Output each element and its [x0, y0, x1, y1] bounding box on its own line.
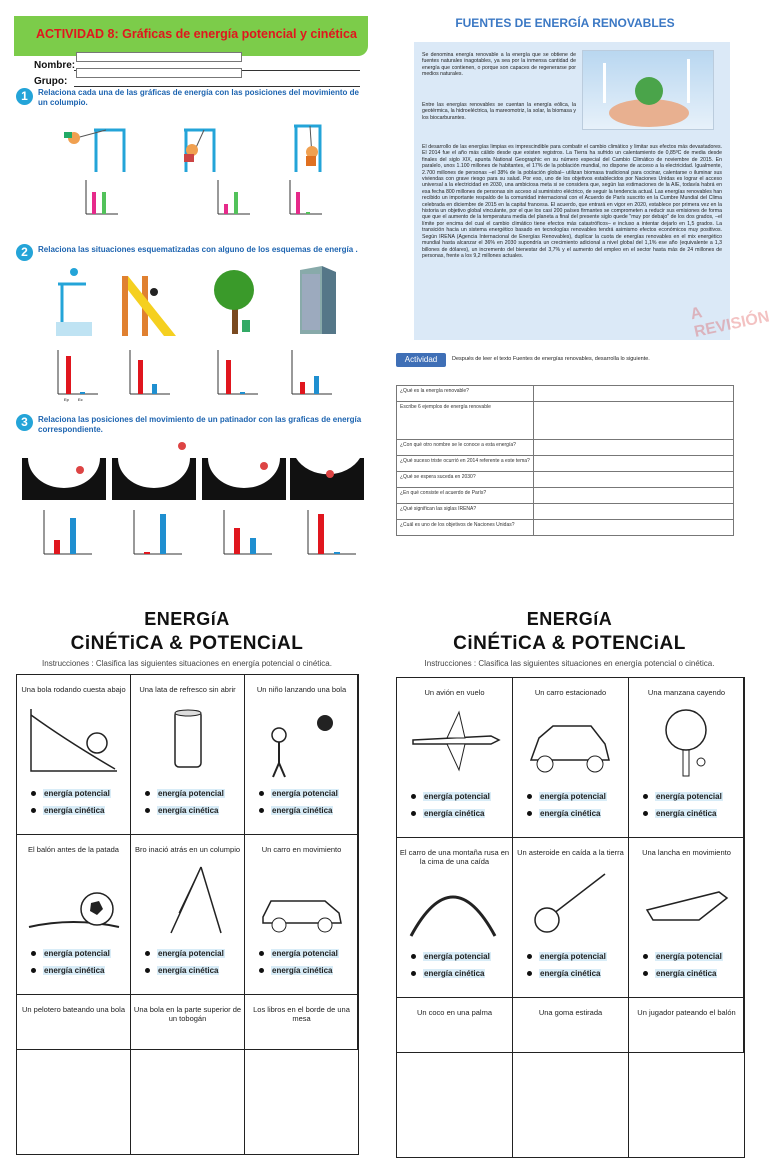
diver-figure — [56, 268, 92, 336]
option-potencial[interactable] — [145, 785, 225, 802]
situation-cell — [16, 994, 131, 1155]
option-cinetica-label: energía cinética — [272, 966, 333, 975]
option-cinetica[interactable] — [527, 805, 607, 822]
question-1-text: Relaciona cada una de las gráficas de energía con las posiciones del movimiento de un columpio. — [38, 88, 359, 107]
situation-cell — [512, 997, 629, 1158]
q2-chart-4 — [288, 348, 334, 409]
option-cinetica[interactable] — [31, 802, 111, 819]
situations-grid — [396, 677, 744, 1053]
option-cinetica-label: energía cinética — [540, 809, 601, 818]
worksheet-activity-8 — [14, 10, 370, 562]
option-potencial-label: energía potencial — [44, 949, 110, 958]
option-potencial[interactable] — [259, 785, 339, 802]
situation-caption: Una bola en la parte superior de un tobogán — [133, 1005, 242, 1023]
option-potencial[interactable] — [145, 945, 225, 962]
option-cinetica-label: energía cinética — [272, 806, 333, 815]
reading-paragraph-2: Entre las energías renovables se cuentan la energía eólica, la geotérmica, la hidroeléctrica, la mareomotriz, la solar, la biomasa y los biocarburantes. — [422, 102, 576, 121]
option-cinetica[interactable] — [31, 962, 111, 979]
option-potencial[interactable] — [31, 945, 111, 962]
q3-chart-2 — [130, 508, 186, 569]
option-cinetica[interactable] — [259, 962, 339, 979]
question-text: ¿En qué consiste el acuerdo de París? — [397, 488, 534, 504]
option-cinetica-label: energía cinética — [656, 809, 717, 818]
option-potencial-label: energía potencial — [656, 952, 722, 961]
question-2-number: 2 — [16, 244, 33, 261]
grupo-label: Grupo: — [34, 76, 68, 87]
option-potencial-label: energía potencial — [158, 949, 224, 958]
worksheet-title-2: CiNÉTiCA & POTENCiAL — [70, 633, 304, 654]
situation-cell — [396, 997, 513, 1158]
q2-c1-ep-label: Ep — [64, 397, 69, 402]
answer-field[interactable] — [534, 504, 734, 520]
situation-cell — [130, 994, 245, 1155]
situation-caption: Una goma estirada — [538, 1008, 603, 1017]
situation-caption: Una bola rodando cuesta abajo — [21, 685, 126, 694]
answer-field[interactable] — [534, 456, 734, 472]
option-cinetica[interactable] — [411, 805, 491, 822]
energy-options — [259, 945, 339, 979]
question-text: ¿Cuál es uno de los objetivos de Naciones Unidas? — [397, 520, 534, 536]
question-row — [397, 472, 734, 488]
option-potencial-label: energía potencial — [158, 789, 224, 798]
option-cinetica[interactable] — [259, 802, 339, 819]
answer-field[interactable] — [534, 402, 734, 440]
situation-cell — [396, 677, 513, 838]
situation-illustration — [523, 864, 615, 940]
situation-cell — [512, 837, 629, 998]
situation-caption: Un pelotero bateando una bola — [21, 1005, 125, 1014]
situation-caption: Un carro en movimiento — [261, 845, 342, 854]
option-potencial[interactable] — [411, 788, 491, 805]
worksheet-energy-right — [392, 605, 747, 1024]
question-row — [397, 504, 734, 520]
building-figure — [300, 266, 336, 334]
situation-cell — [16, 834, 131, 995]
option-potencial[interactable] — [31, 785, 111, 802]
answer-field[interactable] — [534, 472, 734, 488]
situation-illustration — [639, 864, 731, 940]
situation-cell — [628, 677, 745, 838]
tree-figure — [214, 270, 254, 334]
option-potencial-label: energía potencial — [272, 789, 338, 798]
question-text: ¿Qué se espera suceda en 2030? — [397, 472, 534, 488]
option-cinetica[interactable] — [643, 805, 723, 822]
energy-options — [411, 788, 491, 822]
situation-caption: Una manzana cayendo — [647, 688, 726, 697]
situation-caption: El carro de una montaña rusa en la cima de una caída — [399, 848, 510, 866]
option-cinetica-label: energía cinética — [424, 809, 485, 818]
question-3-text: Relaciona las posiciones del movimiento de un patinador con las graficas de energía correspondiente. — [38, 415, 362, 434]
q2-chart-1 — [54, 348, 100, 409]
question-3-number: 3 — [16, 414, 33, 431]
worksheet-instructions: Instrucciones : Clasifica las siguientes situaciones en energía potencial o cinética. — [42, 659, 332, 668]
situation-caption: Un jugador pateando el balón — [637, 1008, 736, 1017]
energy-options — [259, 785, 339, 819]
question-row — [397, 402, 734, 440]
reading-paragraph-1: Se denomina energía renovable a la energía que se obtiene de fuentes naturales inagotables, ya sea por la inmensa cantidad de energía que contienen, o porque son capaces de regenerarse por medios naturales. — [422, 52, 576, 78]
situation-caption: Una lata de refresco sin abrir — [139, 685, 236, 694]
q1-chart-2 — [214, 178, 254, 227]
situation-illustration — [639, 704, 731, 780]
energy-options — [145, 785, 225, 819]
option-cinetica-label: energía cinética — [158, 806, 219, 815]
situation-caption: Un coco en una palma — [416, 1008, 493, 1017]
situation-illustration — [407, 704, 499, 780]
situation-caption: Un avión en vuelo — [424, 688, 485, 697]
option-cinetica[interactable] — [527, 965, 607, 982]
answer-field[interactable] — [534, 520, 734, 536]
answer-field[interactable] — [534, 386, 734, 402]
slide-figure — [122, 276, 176, 336]
option-potencial[interactable] — [411, 948, 491, 965]
situation-illustration — [407, 864, 499, 940]
situations-grid — [16, 674, 358, 1050]
option-potencial[interactable] — [527, 788, 607, 805]
worksheet-title-1: ENERGíA — [144, 609, 230, 629]
activity-title: ACTIVIDAD 8: Gráficas de energía potencial y cinética — [36, 27, 357, 41]
option-cinetica-label: energía cinética — [540, 969, 601, 978]
option-potencial[interactable] — [259, 945, 339, 962]
situation-cell — [130, 674, 245, 835]
question-row — [397, 386, 734, 402]
grupo-line[interactable] — [74, 86, 360, 87]
option-cinetica[interactable] — [145, 802, 225, 819]
q2-c1-ec-label: Ec — [78, 397, 83, 402]
energy-options — [31, 785, 111, 819]
option-cinetica-label: energía cinética — [44, 806, 105, 815]
question-text: ¿Qué suceso triste ocurrió en 2014 referente a este tema? — [397, 456, 534, 472]
situation-cell — [512, 677, 629, 838]
option-cinetica-label: energía cinética — [424, 969, 485, 978]
worksheet-title-1: ENERGíA — [526, 609, 613, 629]
q2-chart-2 — [126, 348, 172, 409]
situation-caption: Un niño lanzando una bola — [256, 685, 347, 694]
option-potencial-label: energía potencial — [424, 792, 490, 801]
swing-1 — [76, 130, 124, 172]
question-1-number: 1 — [16, 88, 33, 105]
option-potencial-label: energía potencial — [424, 952, 490, 961]
situation-cell — [244, 674, 359, 835]
reading-title: FUENTES DE ENERGÍA RENOVABLES — [455, 16, 675, 30]
energy-options — [527, 948, 607, 982]
situation-cell — [244, 994, 359, 1155]
situation-caption: Un carro estacionado — [534, 688, 607, 697]
answer-field[interactable] — [534, 440, 734, 456]
question-text: ¿Con qué otro nombre se le conoce a esta energía? — [397, 440, 534, 456]
nombre-label: Nombre: — [34, 60, 76, 71]
worksheet-energy-left — [14, 605, 360, 1024]
q1-chart-3 — [286, 178, 326, 227]
situation-cell — [628, 997, 745, 1158]
question-row — [397, 456, 734, 472]
question-text: Escribe 6 ejemplos de energía renovable — [397, 402, 534, 440]
questions-table — [396, 385, 734, 536]
situation-cell — [396, 837, 513, 998]
question-row — [397, 520, 734, 536]
question-row — [397, 488, 734, 504]
situation-caption: Bro inació atrás en un columpio — [134, 845, 241, 854]
title-banner — [14, 16, 368, 56]
actividad-badge: Actividad — [396, 353, 446, 367]
reading-panel — [414, 42, 730, 340]
q3-chart-4 — [304, 508, 360, 569]
energy-options — [31, 945, 111, 979]
q3-chart-1 — [40, 508, 96, 569]
answer-field[interactable] — [534, 488, 734, 504]
energy-options — [527, 788, 607, 822]
situation-illustration — [523, 704, 615, 780]
renewable-energy-reading — [392, 10, 771, 562]
option-potencial-label: energía potencial — [540, 792, 606, 801]
question-text: ¿Qué significan las siglas IRENA? — [397, 504, 534, 520]
worksheet-title-2: CiNÉTiCA & POTENCiAL — [453, 633, 686, 654]
q3-chart-3 — [220, 508, 276, 569]
energy-options — [411, 948, 491, 982]
question-2-text: Relaciona las situaciones esquematizadas con alguno de los esquemas de energía . — [38, 245, 358, 254]
option-cinetica[interactable] — [145, 962, 225, 979]
option-cinetica-label: energía cinética — [158, 966, 219, 975]
option-potencial-label: energía potencial — [44, 789, 110, 798]
question-row — [397, 440, 734, 456]
option-potencial[interactable] — [643, 948, 723, 965]
situation-illustration — [27, 861, 119, 937]
situation-cell — [130, 834, 245, 995]
worksheet-instructions: Instrucciones : Clasifica las siguientes situaciones en energía potencial o cinética. — [424, 659, 715, 668]
option-cinetica[interactable] — [411, 965, 491, 982]
renewable-energy-photo — [582, 50, 714, 130]
option-cinetica[interactable] — [643, 965, 723, 982]
situation-cell — [16, 674, 131, 835]
option-potencial[interactable] — [643, 788, 723, 805]
situation-illustration — [141, 701, 233, 777]
reading-paragraph-3: El desarrollo de las energías limpias es imprescindible para combatir el cambio climático y limitar sus efectos más devastadores. El 2014 fue el año más cálido desde que existen registros. La Tierra ha sufrido un calentamiento de 0,85ºC de media desde finales del siglo XIX, apunta National Geographic en su número especial del Cambio Climático de noviembre de 2015. En paralelo, unos 1.100 millones de habitantes, el 17% de la población mundial, no dispone de acceso a la electricidad. Igualmente, 2.700 millones de personas –el 38% de la población global– utilizan biomasa tradicional para cocinar, calentarse o iluminar sus viviendas con grave riesgo para su salud. Por eso, uno de los objetivos establecidos por Naciones Unidas es lograr el acceso universal a la electricidad en 2030, una ambiciosa meta si se considera que, según las estimaciones de la AIE, todavía habrá en esa fecha 800 millones de personas sin acceso al suministro eléctrico, de seguir la tendencia actual. Las energías renovables han recibido un importante respaldo de la comunidad internacional con el Acuerdo de París suscrito en la Cumbre Mundial del Clima celebrada en diciembre de 2015 en la capital francesa. El acuerdo, que entrará en vigor en 2020, establece por primera vez en la historia un objetivo global vinculante, por el que los casi 200 países firmantes se comprometen a reducir sus emisiones de forma que que el aumento de la temperatura media del planeta a final del presente siglo quede "muy por debajo" de los dos grados, –el límite por encima del cual el cambio climático tiene efectos más catastróficos– e incluso a intentar dejarlo en 1,5 grados. La transición hacia un sistema energético basado en tecnologías renovables tendrá asimismo efectos económicos muy positivos. Según IRENA (Agencia Internacional de Energías Renovables), duplicar la cuota de energías renovables en el mix energético mundial hasta alcanzar el 36% en 2030 supondría un crecimiento adicional a nivel global del 1,1% ese año (equivalente a 1,3 billones de dólares), un incremento del bienestar del 3,7% y el aumento del empleo en el sector hasta más de 24 millones de personas, frente a los 9,2 millones actuales. — [422, 144, 722, 259]
actividad-instructions: Después de leer el texto Fuentes de energías renovables, desarrolla lo siguiente. — [452, 356, 650, 362]
situation-caption: El balón antes de la patada — [28, 845, 119, 854]
energy-options — [643, 788, 723, 822]
situation-caption: Un asteroide en caída a la tierra — [517, 848, 624, 857]
option-cinetica-label: energía cinética — [656, 969, 717, 978]
situation-illustration — [141, 861, 233, 937]
situation-caption: Una lancha en movimiento — [642, 848, 731, 857]
energy-options — [643, 948, 723, 982]
situation-caption: Los libros en el borde de una mesa — [253, 1005, 350, 1023]
option-potencial-label: energía potencial — [540, 952, 606, 961]
situation-illustration — [27, 701, 119, 777]
question-text: ¿Qué es la energía renovable? — [397, 386, 534, 402]
situation-illustration — [255, 701, 347, 777]
situation-figures — [46, 262, 366, 340]
option-potencial[interactable] — [527, 948, 607, 965]
nombre-box[interactable] — [76, 52, 242, 62]
situation-cell — [244, 834, 359, 995]
situation-illustration — [255, 861, 347, 937]
skater-ramps — [20, 436, 366, 500]
grupo-box[interactable] — [76, 68, 242, 78]
option-potencial-label: energía potencial — [272, 949, 338, 958]
option-cinetica-label: energía cinética — [44, 966, 105, 975]
situation-cell — [628, 837, 745, 998]
q1-chart-1 — [82, 178, 122, 227]
energy-options — [145, 945, 225, 979]
watermark: A REVISIÓN — [688, 304, 771, 341]
q2-chart-3 — [214, 348, 260, 409]
option-potencial-label: energía potencial — [656, 792, 722, 801]
